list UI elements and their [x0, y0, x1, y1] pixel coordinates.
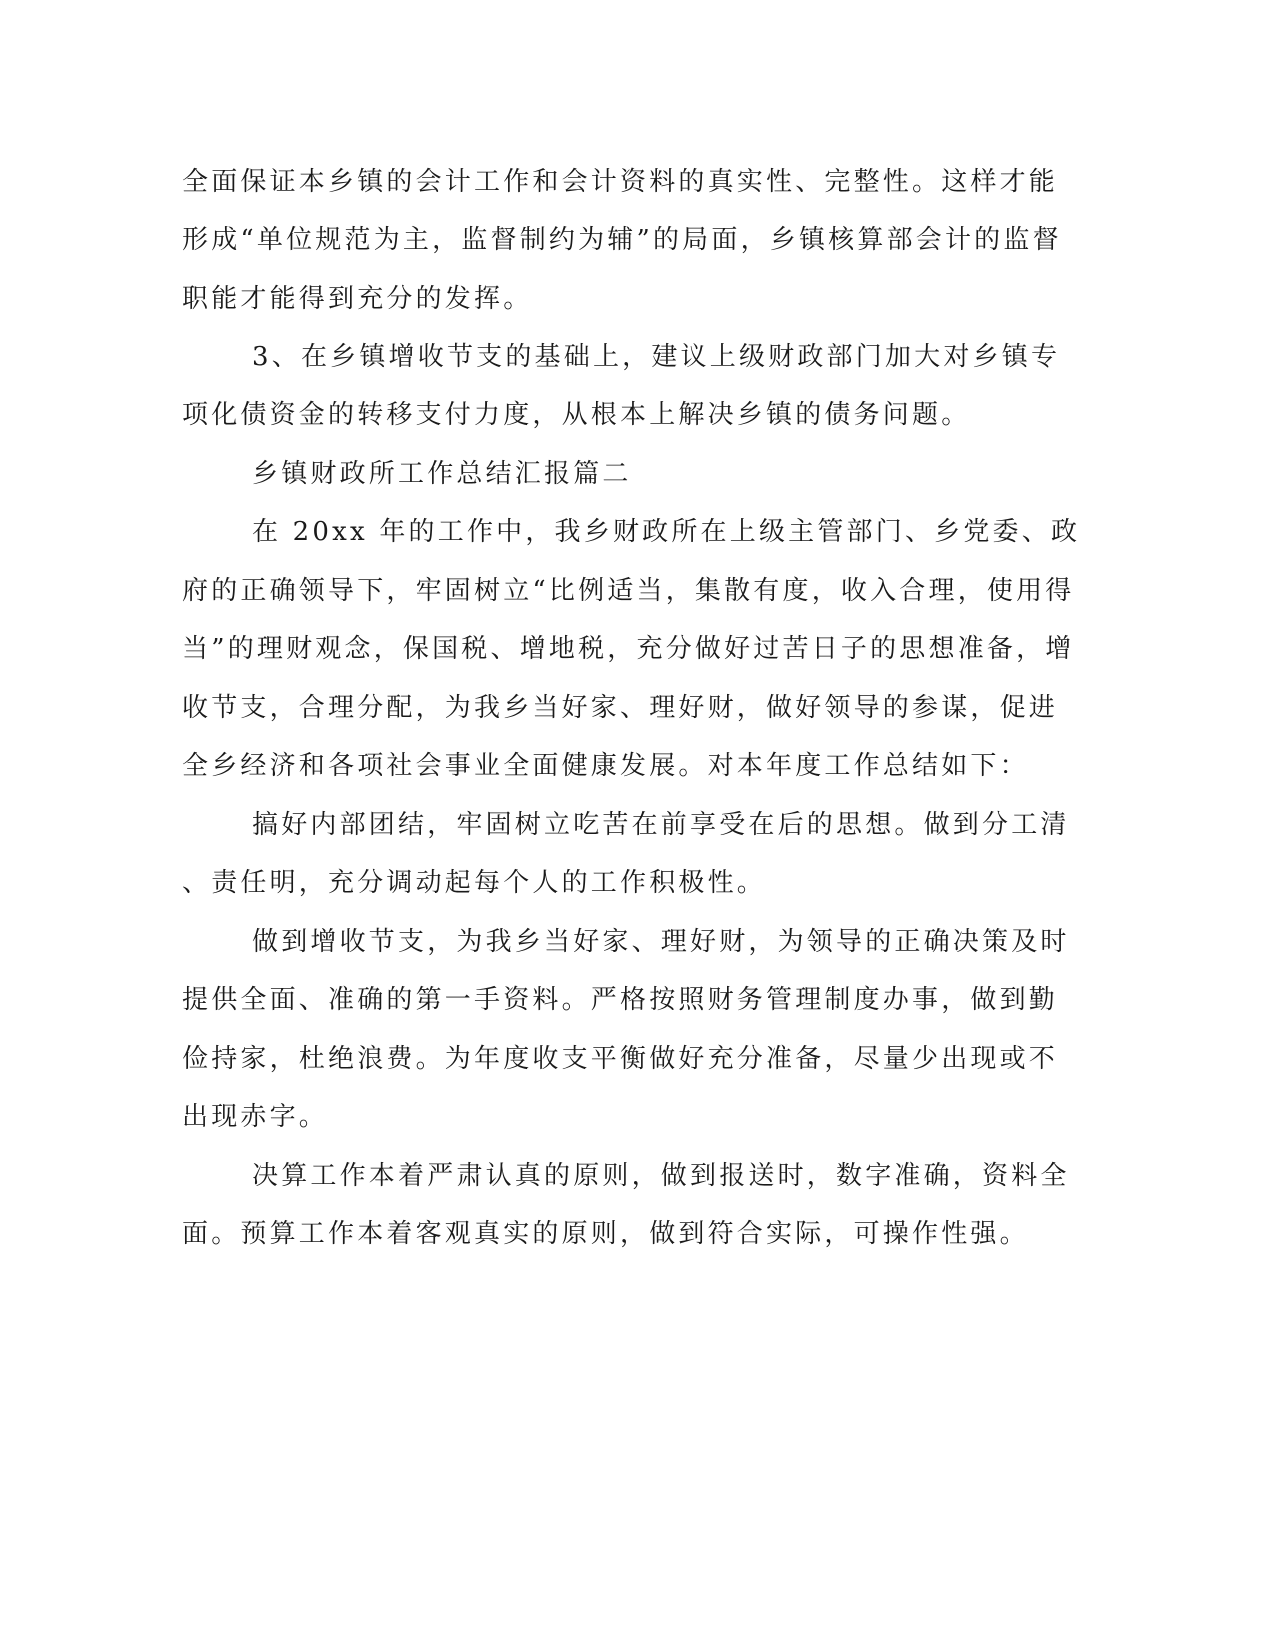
text-line-19: 面。预算工作本着客观真实的原则，做到符合实际，可操作性强。 [182, 1219, 1029, 1249]
text-line-10: 收节支，合理分配，为我乡当好家、理好财，做好领导的参谋，促进 [182, 693, 1059, 723]
text-line-4: 3、在乡镇增收节支的基础上，建议上级财政部门加大对乡镇专 [252, 342, 1061, 372]
text-line-1: 全面保证本乡镇的会计工作和会计资料的真实性、完整性。这样才能 [182, 167, 1059, 197]
text-line-18: 决算工作本着严肃认真的原则，做到报送时，数字准确，资料全 [252, 1161, 1070, 1191]
text-line-13: 、责任明，充分调动起每个人的工作积极性。 [182, 868, 767, 898]
text-line-11: 全乡经济和各项社会事业全面健康发展。对本年度工作总结如下： [182, 751, 1029, 781]
text-line-3: 职能才能得到充分的发挥。 [182, 284, 533, 314]
text-line-17: 出现赤字。 [182, 1102, 329, 1132]
text-line-2: 形成“单位规范为主，监督制约为辅”的局面，乡镇核算部会计的监督 [182, 225, 1062, 255]
text-line-9: 当”的理财观念，保国税、增地税，充分做好过苦日子的思想准备，增 [182, 634, 1075, 664]
text-line-7: 在 20xx 年的工作中，我乡财政所在上级主管部门、乡党委、政 [252, 517, 1081, 547]
text-line-12: 搞好内部团结，牢固树立吃苦在前享受在后的思想。做到分工清 [252, 810, 1070, 840]
text-line-15: 提供全面、准确的第一手资料。严格按照财务管理制度办事，做到勤 [182, 985, 1059, 1015]
section-heading: 乡镇财政所工作总结汇报篇二 [252, 459, 632, 489]
text-line-14: 做到增收节支，为我乡当好家、理好财，为领导的正确决策及时 [252, 927, 1070, 957]
text-line-8: 府的正确领导下，牢固树立“比例适当，集散有度，收入合理，使用得 [182, 576, 1075, 606]
text-line-5: 项化债资金的转移支付力度，从根本上解决乡镇的债务问题。 [182, 400, 971, 430]
text-line-16: 俭持家，杜绝浪费。为年度收支平衡做好充分准备，尽量少出现或不 [182, 1044, 1059, 1074]
